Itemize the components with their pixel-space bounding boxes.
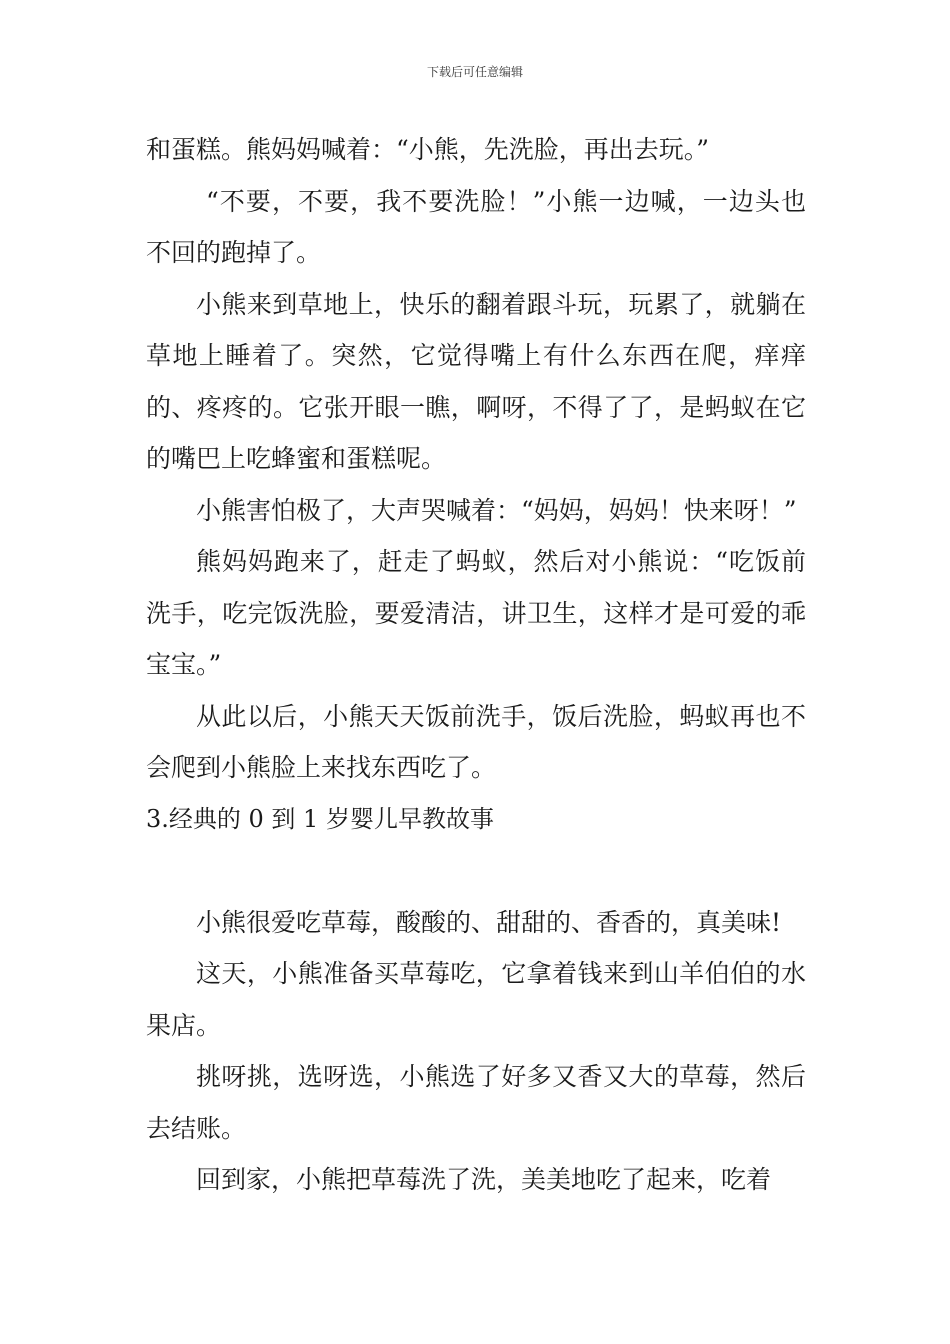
page-header: 下载后可任意编辑: [426, 65, 523, 79]
paragraph: “不要，不要，我不要洗脸！”小熊一边喊，一边头也不回的跑掉了。: [146, 186, 806, 267]
paragraph: 挑呀挑，选呀选，小熊选了好多又香又大的草莓，然后去结账。: [146, 1062, 806, 1143]
paragraph: 小熊害怕极了，大声哭喊着：“妈妈，妈妈！快来呀！”: [196, 495, 797, 525]
paragraph: 从此以后，小熊天天饭前洗手，饭后洗脸，蚂蚁再也不会爬到小熊脸上来找东西吃了。: [146, 701, 806, 782]
paragraph: 和蛋糕。熊妈妈喊着：“小熊，先洗脸，再出去玩。”: [146, 135, 710, 164]
section-heading: 3.经典的 0 到 1 岁婴儿早教故事: [146, 804, 494, 833]
paragraph: 小熊很爱吃草莓，酸酸的、甜甜的、香香的，真美味!: [196, 907, 782, 937]
paragraph: 回到家，小熊把草莓洗了洗，美美地吃了起来，吃着: [196, 1165, 772, 1194]
paragraph: 熊妈妈跑来了，赶走了蚂蚁，然后对小熊说：“吃饭前洗手，吃完饭洗脸，要爱清洁，讲卫生，这样才是可爱的乖宝宝。”: [146, 547, 806, 679]
paragraph: 小熊来到草地上，快乐的翻着跟斗玩，玩累了，就躺在草地上睡着了。突然，它觉得嘴上有什么东西在爬，痒痒的、疼疼的。它张开眼一瞧，啊呀，不得了了，是蚂蚁在它的嘴巴上吃蜂蜜和蛋糕呢。: [146, 289, 806, 473]
document-body: [146, 124, 806, 1206]
paragraph: 这天，小熊准备买草莓吃，它拿着钱来到山羊伯伯的水果店。: [146, 959, 806, 1040]
blank-line: [146, 845, 806, 897]
